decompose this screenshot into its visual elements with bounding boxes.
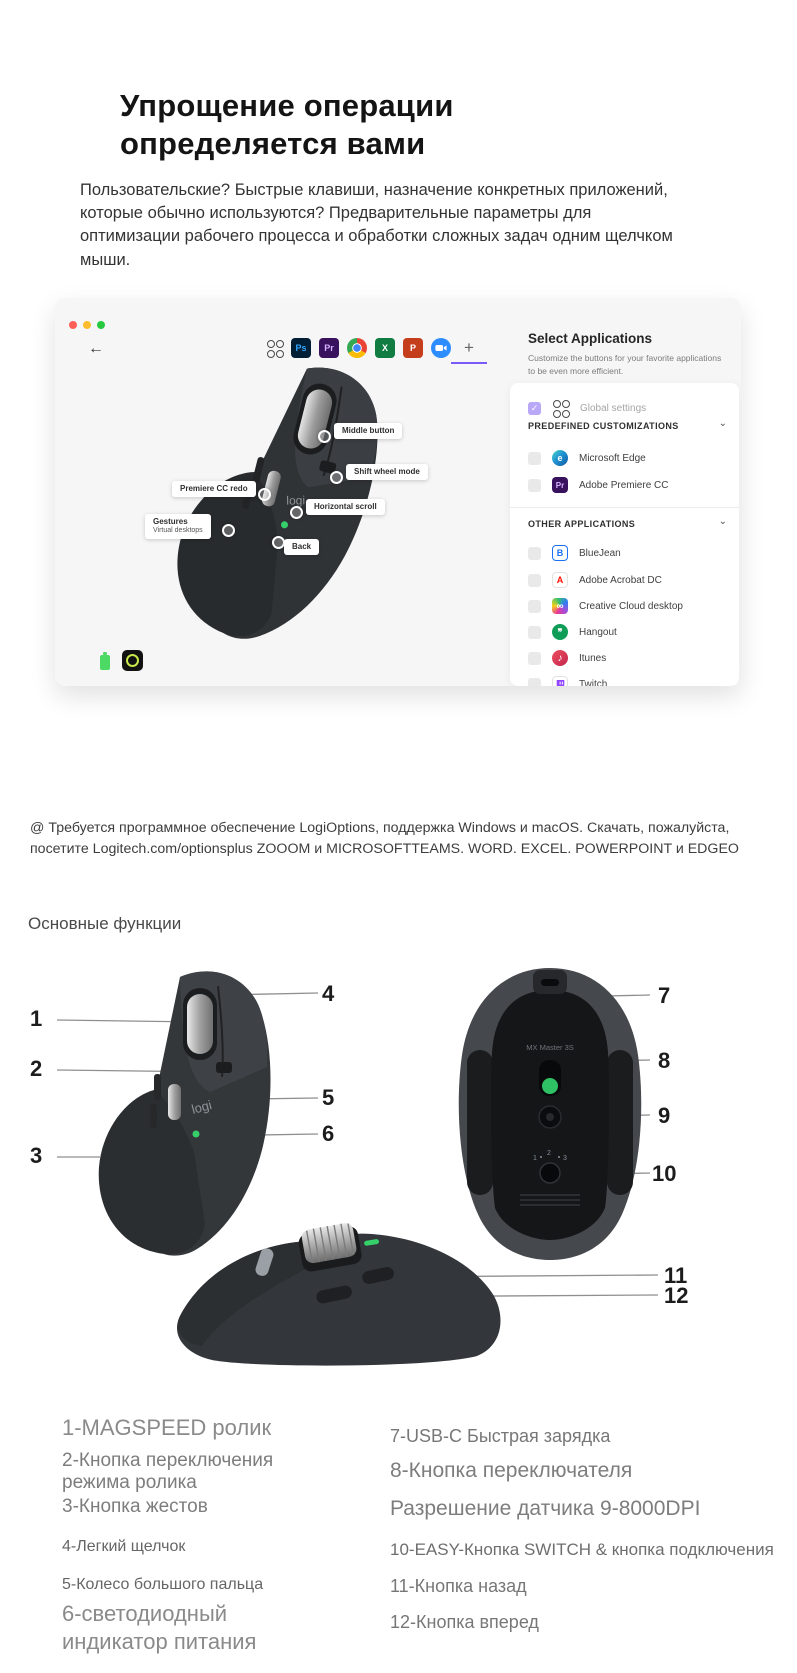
legend-item-7: 7-USB-C Быстрая зарядка	[390, 1426, 611, 1446]
app-name: Creative Cloud desktop	[579, 600, 683, 612]
channel-1-label: 1	[533, 1155, 537, 1162]
callout-5: 5	[322, 1085, 335, 1110]
callout-7: 7	[658, 983, 671, 1008]
legend-item-12: 12-Кнопка вперед	[390, 1612, 539, 1632]
chrome-icon[interactable]	[347, 338, 367, 358]
global-settings-row[interactable]	[510, 395, 739, 421]
legend-item-6: 6-светодиодный индикатор питания	[62, 1601, 257, 1654]
app-row-premiere[interactable]	[510, 472, 739, 498]
legend-item-8: 8-Кнопка переключателя	[390, 1459, 633, 1482]
panel-subtitle	[528, 352, 721, 378]
legend-item-1: 1-MAGSPEED ролик	[62, 1415, 272, 1440]
legend-item-4: 4-Легкий щелчок	[62, 1538, 186, 1555]
callout-10: 10	[652, 1161, 677, 1186]
checkbox-checked-icon[interactable]: ✓	[528, 402, 541, 415]
checkbox-icon[interactable]	[528, 479, 541, 492]
callout-4: 4	[322, 981, 335, 1006]
app-name: Adobe Premiere CC	[579, 479, 669, 491]
select-applications-panel	[508, 298, 741, 686]
bluejeans-icon: B	[552, 545, 568, 561]
model-label: MX Master 3S	[526, 1043, 574, 1052]
middle-button-label[interactable]: Middle button	[334, 423, 402, 439]
app-row-creative-cloud[interactable]	[510, 593, 739, 619]
panel-subtitle-line2: to be even more efficient.	[528, 365, 624, 376]
callout-9: 9	[658, 1103, 671, 1128]
logi-logo: logi	[189, 1097, 214, 1117]
powerpoint-icon[interactable]: P	[403, 338, 423, 358]
app-row-twitch[interactable]	[510, 671, 739, 686]
checkbox-icon[interactable]	[528, 678, 541, 687]
app-name: Twitch	[579, 678, 608, 686]
svg-text:logi: logi	[286, 493, 306, 508]
edge-icon: e	[552, 450, 568, 466]
all-apps-grid-icon[interactable]	[267, 340, 283, 356]
close-window-icon[interactable]	[69, 321, 77, 329]
acrobat-icon: A	[552, 572, 568, 588]
maximize-window-icon[interactable]	[97, 321, 105, 329]
app-row-hangout[interactable]	[510, 619, 739, 645]
callout-3: 3	[30, 1143, 43, 1168]
zoom-app-icon[interactable]	[431, 338, 451, 358]
chevron-down-icon[interactable]: ⌄	[718, 516, 727, 527]
panel-subtitle-line1: Customize the buttons for your favorite applications	[528, 353, 722, 363]
checkbox-icon[interactable]	[528, 574, 541, 587]
page-title: Упрощение операции определяется вами	[120, 87, 454, 162]
channel-2-label: 2	[547, 1150, 551, 1157]
callout-8: 8	[658, 1048, 671, 1073]
back-icon[interactable]: ←	[88, 340, 104, 357]
app-name: Microsoft Edge	[579, 452, 646, 464]
intro-paragraph: Пользовательские? Быстрые клавиши, назначение конкретных приложений, которые обычно используются? Предварительные параметры для оптимизации рабочего процесса и обработки сложных задач одним щелчком мыши.	[80, 180, 673, 269]
app-row-itunes[interactable]	[510, 645, 739, 671]
app-name: Adobe Acrobat DC	[579, 574, 662, 586]
global-grid-icon	[553, 400, 569, 416]
shift-wheel-dot[interactable]	[330, 471, 343, 484]
application-tabs	[267, 338, 479, 358]
checkbox-icon[interactable]	[528, 652, 541, 665]
horizontal-scroll-dot[interactable]	[290, 506, 303, 519]
requirements-note: @ Требуется программное обеспечение LogiOptions, поддержка Windows и macOS. Скачать, пожалуйста, посетите Logitech.com/optionsplus ZOOOM и MICROSOFTTEAMS. WORD. EXCEL. POWERPOINT и EDGEO	[30, 820, 739, 857]
checkbox-icon[interactable]	[528, 626, 541, 639]
plus-icon: +	[464, 338, 474, 357]
twitch-icon	[552, 676, 568, 686]
other-section-header: OTHER APPLICATIONS	[528, 519, 636, 529]
hangouts-icon: ❞	[552, 624, 568, 640]
app-name: Itunes	[579, 652, 607, 664]
gestures-label[interactable]	[145, 514, 211, 539]
window-controls	[69, 321, 105, 329]
add-application-tab[interactable]	[459, 338, 479, 358]
callout-6: 6	[322, 1121, 335, 1146]
applications-list	[510, 383, 739, 686]
gestures-dot[interactable]	[222, 524, 235, 537]
channel-3-label: 3	[563, 1155, 567, 1162]
callout-1: 1	[30, 1006, 43, 1031]
legend-item-2: 2-Кнопка переключения режима ролика	[62, 1450, 274, 1493]
features-heading: Основные функции	[28, 914, 182, 933]
itunes-icon: ♪	[552, 650, 568, 666]
callout-11: 11	[664, 1263, 688, 1288]
premiere-icon[interactable]: Pr	[319, 338, 339, 358]
app-row-edge[interactable]	[510, 445, 739, 471]
minimize-window-icon[interactable]	[83, 321, 91, 329]
middle-button-dot[interactable]	[318, 430, 331, 443]
photoshop-icon[interactable]: Ps	[291, 338, 311, 358]
panel-title: Select Applications	[528, 331, 653, 346]
active-tab-underline	[451, 362, 487, 364]
premiere-icon: Pr	[552, 477, 568, 493]
checkbox-icon[interactable]	[528, 452, 541, 465]
legend-item-5: 5-Колесо большого пальца	[62, 1576, 264, 1593]
predefined-section-header: PREDEFINED CUSTOMIZATIONS	[528, 421, 679, 431]
mouse-side-view	[172, 1196, 507, 1371]
premiere-redo-dot[interactable]	[258, 488, 271, 501]
horizontal-scroll-label[interactable]: Horizontal scroll	[306, 499, 385, 515]
creative-cloud-icon: ∞	[552, 598, 568, 614]
checkbox-icon[interactable]	[528, 547, 541, 560]
checkbox-icon[interactable]	[528, 600, 541, 613]
chevron-down-icon[interactable]: ⌄	[718, 418, 727, 429]
app-name: BlueJean	[579, 547, 621, 559]
legend-item-10: 10-EASY-Кнопка SWITCH & кнопка подключения	[390, 1540, 774, 1559]
global-settings-label: Global settings	[580, 402, 647, 414]
logi-options-app-icon	[122, 650, 143, 671]
app-name: Hangout	[579, 626, 617, 638]
back-label[interactable]: Back	[284, 539, 319, 555]
premiere-redo-label[interactable]: Premiere CC redo	[172, 481, 256, 497]
gestures-label-sub: Virtual desktops	[153, 527, 203, 534]
gestures-label-title: Gestures	[153, 517, 188, 526]
legend-item-11: 11-Кнопка назад	[390, 1576, 527, 1596]
shift-wheel-label[interactable]: Shift wheel mode	[346, 464, 428, 480]
app-row-acrobat[interactable]	[510, 567, 739, 593]
divider	[510, 507, 739, 508]
excel-icon[interactable]: X	[375, 338, 395, 358]
logi-options-window	[55, 298, 741, 686]
callout-2: 2	[30, 1056, 43, 1081]
app-row-bluejean[interactable]	[510, 540, 739, 566]
callout-12: 12	[664, 1283, 689, 1308]
legend-item-9: Разрешение датчика 9-8000DPI	[390, 1497, 701, 1520]
battery-icon	[100, 655, 110, 670]
legend-item-3: 3-Кнопка жестов	[62, 1496, 208, 1517]
